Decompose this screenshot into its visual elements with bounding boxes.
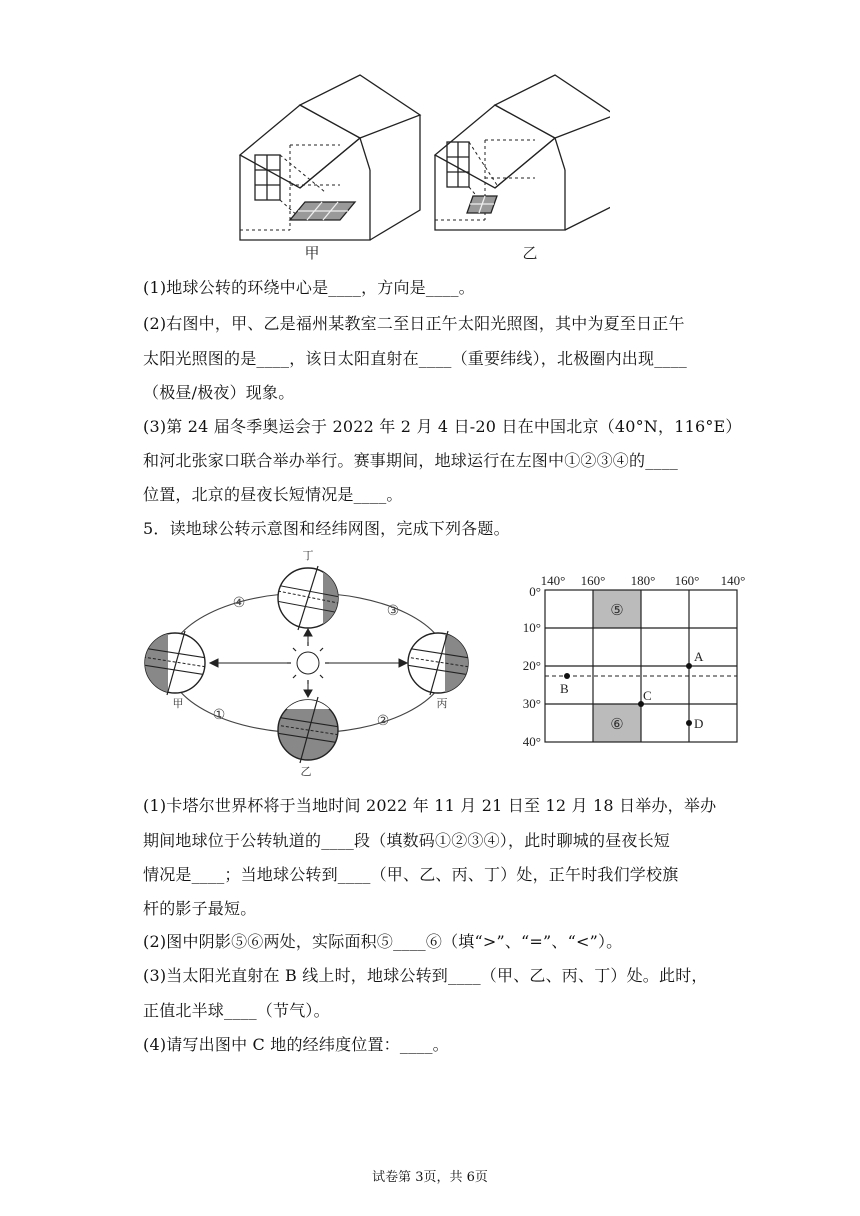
point-d-label: D [694, 716, 704, 731]
point-a-label: A [694, 649, 704, 664]
label-jia-orbit: 甲 [172, 698, 184, 710]
q5-line-4: 杆的影子最短。 [143, 899, 257, 918]
house-yi [435, 75, 610, 230]
lat-label-3: 20° [522, 658, 541, 673]
lat-label-1: 0° [529, 584, 541, 599]
q5-line-1: (1)卡塔尔世界杯将于当地时间 2022 年 11 月 21 日至 12 月 18 日举办，举办 [143, 796, 717, 815]
q4-line-5: (3)第 24 届冬季奥运会于 2022 年 2 月 4 日-20 日在中国北京（40°N，116°E） [143, 417, 742, 436]
lat-label-4: 30° [522, 696, 541, 711]
seg-3: ③ [386, 604, 400, 619]
q5-line-7: 正值北半球____（节气）。 [143, 1001, 330, 1020]
lon-label-5: 140° [720, 573, 746, 588]
page-footer: 试卷第 3页，共 6页 [372, 1170, 488, 1185]
earth-bing [406, 630, 475, 700]
label-bing: 丙 [436, 698, 448, 710]
q5-line-2: 期间地球位于公转轨道的____段（填数码①②③④），此时聊城的昼夜长短 [143, 831, 671, 850]
seg-2: ② [376, 714, 390, 729]
lon-label-3: 180° [630, 573, 656, 588]
lat-label-2: 10° [522, 620, 541, 635]
q4-line-7: 位置，北京的昼夜长短情况是____。 [143, 485, 403, 504]
lat-label-5: 40° [522, 734, 541, 749]
point-b [564, 673, 570, 679]
lon-label-2: 160° [580, 573, 606, 588]
point-d [686, 720, 692, 726]
q4-line-1: (1)地球公转的环绕中心是____，方向是____。 [143, 278, 475, 297]
shade-label-5: ⑤ [610, 603, 624, 619]
lon-label-4: 160° [674, 573, 700, 588]
earth-ding [276, 565, 343, 635]
label-yi-orbit: 乙 [300, 766, 312, 778]
q4-line-2: (2)右图中，甲、乙是福州某教室二至日正午太阳光照图，其中为夏至日正午 [143, 314, 685, 333]
earth-yi [270, 695, 350, 763]
earth-jia [143, 630, 207, 700]
q5-line-5: (2)图中阴影⑤⑥两处，实际面积⑤____⑥（填“>”、“=”、“<”）。 [143, 932, 623, 951]
point-a [686, 663, 692, 669]
sun-icon [287, 642, 329, 684]
label-ding: 丁 [302, 550, 314, 562]
q5-line-3: 情况是____；当地球公转到____（甲、乙、丙、丁）处，正午时我们学校旗 [143, 865, 679, 884]
q4-line-3: 太阳光照图的是____，该日太阳直射在____（重要纬线），北极圈内出现____ [143, 349, 688, 368]
q5-line-8: (4)请写出图中 C 地的经纬度位置：____。 [143, 1035, 449, 1054]
house-diagrams [230, 70, 610, 265]
point-c-label: C [643, 688, 652, 703]
q5-line-6: (3)当太阳光直射在 B 线上时，地球公转到____（甲、乙、丙、丁）处。此时， [143, 966, 708, 985]
q4-line-4: （极昼/极夜）现象。 [143, 383, 295, 402]
seg-4: ④ [232, 596, 246, 611]
q4-line-6: 和河北张家口联合举办举行。赛事期间，地球运行在左图中①②③④的____ [143, 451, 679, 470]
orbit-diagram [140, 545, 480, 780]
point-b-label: B [560, 681, 569, 696]
latlon-grid [515, 570, 775, 750]
seg-1: ① [212, 708, 226, 723]
label-jia: 甲 [304, 246, 320, 262]
shade-label-6: ⑥ [610, 717, 624, 733]
house-jia [240, 75, 420, 240]
label-yi: 乙 [522, 246, 538, 262]
q5-heading: 5．读地球公转示意图和经纬网图，完成下列各题。 [143, 519, 510, 538]
lon-label-1: 140° [540, 573, 566, 588]
